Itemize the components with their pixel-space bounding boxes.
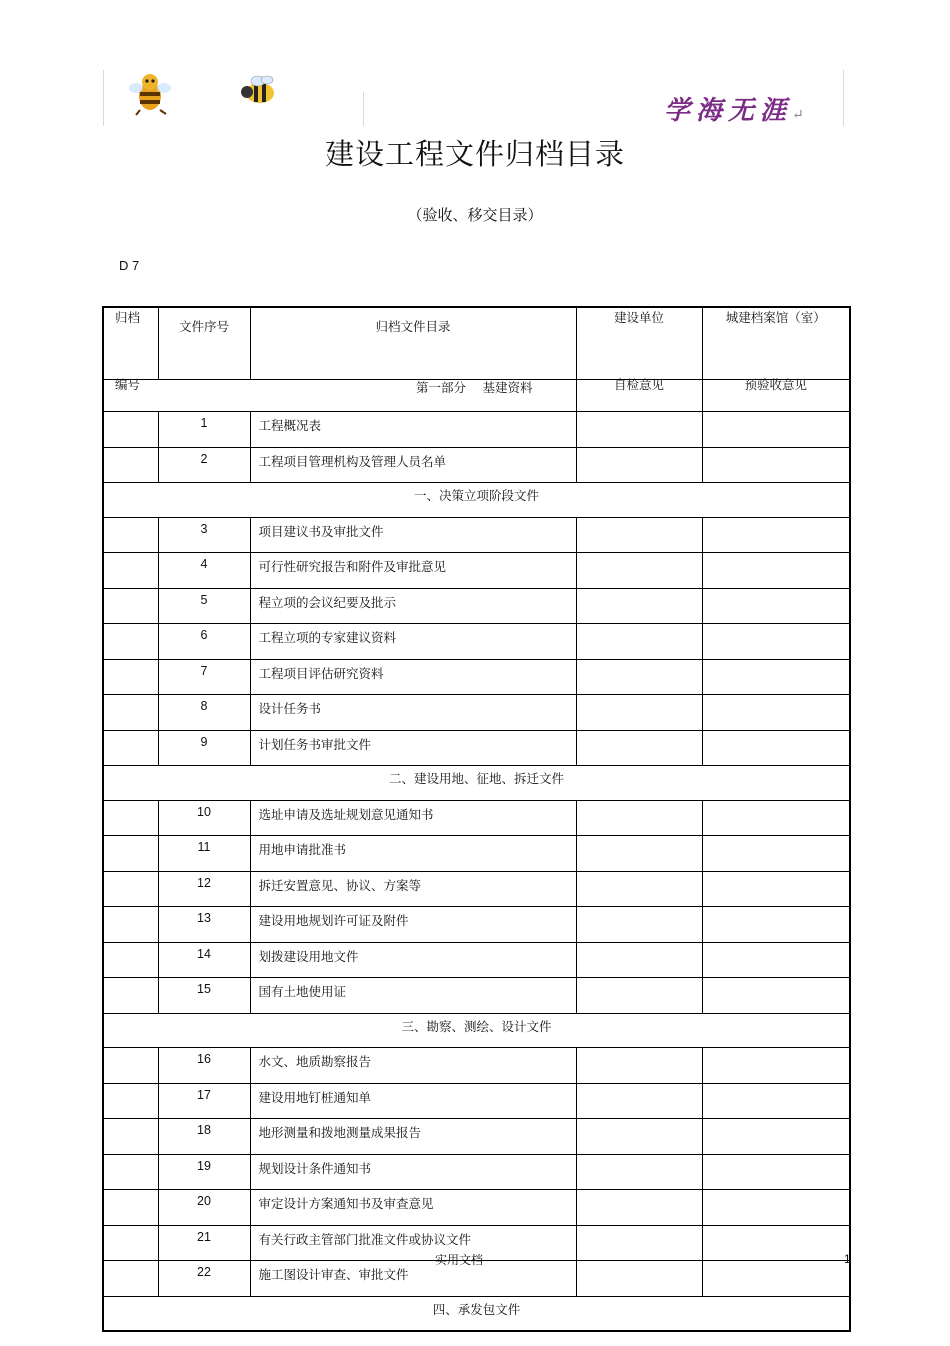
pre-acceptance-cell: [702, 907, 850, 943]
pre-acceptance-cell: [702, 553, 850, 589]
header-construction-unit: 建设单位: [576, 307, 702, 380]
pre-acceptance-cell: [702, 624, 850, 660]
table-row: [103, 1119, 850, 1155]
pre-acceptance-cell: [702, 412, 850, 448]
section-row: [103, 483, 850, 518]
self-check-cell: [576, 978, 702, 1014]
file-name-cell: 程立项的会议纪要及批示: [250, 588, 576, 624]
archive-no-cell: [103, 1154, 158, 1190]
file-seq-cell: 20: [158, 1190, 250, 1226]
file-seq-cell: 4: [158, 553, 250, 589]
table-row: [103, 907, 850, 943]
file-name-cell: 选址申请及选址规划意见通知书: [250, 800, 576, 836]
table-row: [103, 624, 850, 660]
pre-acceptance-cell: [702, 1083, 850, 1119]
self-check-cell: [576, 624, 702, 660]
archive-no-cell: [103, 800, 158, 836]
section-row: [103, 766, 850, 801]
self-check-cell: [576, 800, 702, 836]
archive-no-cell: [103, 730, 158, 766]
file-seq-cell: 3: [158, 517, 250, 553]
file-seq-cell: 5: [158, 588, 250, 624]
file-seq-cell: 21: [158, 1225, 250, 1261]
file-seq-cell: 6: [158, 624, 250, 660]
section-row: [103, 1296, 850, 1331]
file-name-cell: 用地申请批准书: [250, 836, 576, 872]
header-file-catalog: 归档文件目录: [250, 307, 576, 380]
section-title: 四、承发包文件: [103, 1296, 850, 1331]
table-row: [103, 695, 850, 731]
pre-acceptance-cell: [702, 1154, 850, 1190]
table-row: [103, 978, 850, 1014]
pre-acceptance-cell: [702, 517, 850, 553]
self-check-cell: [576, 1119, 702, 1155]
table-row: [103, 447, 850, 483]
section-title: 一、决策立项阶段文件: [103, 483, 850, 518]
file-name-cell: 规划设计条件通知书: [250, 1154, 576, 1190]
archive-table: [102, 306, 851, 1332]
table-row: [103, 942, 850, 978]
table-row: [103, 800, 850, 836]
table-row: [103, 553, 850, 589]
file-name-cell: 拆迁安置意见、协议、方案等: [250, 871, 576, 907]
self-check-cell: [576, 588, 702, 624]
self-check-cell: [576, 447, 702, 483]
archive-no-cell: [103, 659, 158, 695]
file-seq-cell: 17: [158, 1083, 250, 1119]
file-name-cell: 设计任务书: [250, 695, 576, 731]
archive-no-cell: [103, 1048, 158, 1084]
table-row: [103, 588, 850, 624]
table-subheader-row: [103, 380, 850, 412]
archive-no-cell: [103, 978, 158, 1014]
file-seq-cell: 8: [158, 695, 250, 731]
file-seq-cell: 12: [158, 871, 250, 907]
table-row: [103, 1154, 850, 1190]
self-check-cell: [576, 412, 702, 448]
pre-acceptance-cell: [702, 1119, 850, 1155]
archive-no-cell: [103, 1083, 158, 1119]
archive-no-cell: [103, 553, 158, 589]
file-name-cell: 工程项目管理机构及管理人员名单: [250, 447, 576, 483]
archive-no-cell: [103, 624, 158, 660]
self-check-cell: [576, 907, 702, 943]
archive-no-cell: [103, 871, 158, 907]
self-check-cell: [576, 553, 702, 589]
pre-acceptance-cell: [702, 730, 850, 766]
self-check-cell: [576, 871, 702, 907]
header-divider-right: [843, 70, 844, 126]
file-seq-cell: 9: [158, 730, 250, 766]
file-name-cell: 建设用地规划许可证及附件: [250, 907, 576, 943]
pre-acceptance-cell: [702, 1190, 850, 1226]
section-title: 三、勘察、测绘、设计文件: [103, 1013, 850, 1048]
table-row: [103, 730, 850, 766]
archive-no-cell: [103, 1119, 158, 1155]
self-check-cell: [576, 659, 702, 695]
file-seq-cell: 14: [158, 942, 250, 978]
table-row: [103, 517, 850, 553]
file-seq-cell: 11: [158, 836, 250, 872]
table-row: [103, 412, 850, 448]
file-name-cell: 工程立项的专家建议资料: [250, 624, 576, 660]
file-name-cell: 划拨建设用地文件: [250, 942, 576, 978]
self-check-cell: [576, 1190, 702, 1226]
section-title: 二、建设用地、征地、拆迁文件: [103, 766, 850, 801]
archive-no-cell: [103, 447, 158, 483]
archive-no-cell: [103, 1190, 158, 1226]
archive-no-cell: [103, 836, 158, 872]
file-seq-cell: 18: [158, 1119, 250, 1155]
file-seq-cell: 1: [158, 412, 250, 448]
table-row: [103, 1048, 850, 1084]
table-row: [103, 1083, 850, 1119]
file-name-cell: 建设用地钉桩通知单: [250, 1083, 576, 1119]
archive-no-cell: [103, 412, 158, 448]
file-name-cell: 有关行政主管部门批准文件或协议文件: [250, 1225, 576, 1261]
self-check-cell: [576, 942, 702, 978]
file-seq-cell: 7: [158, 659, 250, 695]
table-row: [103, 871, 850, 907]
file-name-cell: 项目建议书及审批文件: [250, 517, 576, 553]
archive-no-cell: [103, 907, 158, 943]
self-check-cell: [576, 517, 702, 553]
pre-acceptance-cell: [702, 659, 850, 695]
pre-acceptance-cell: [702, 942, 850, 978]
header-archive-no-bottom: 编号: [115, 377, 141, 392]
header-file-seq: 文件序号: [158, 307, 250, 380]
file-name-cell: 可行性研究报告和附件及审批意见: [250, 553, 576, 589]
archive-no-cell: [103, 517, 158, 553]
header-archive-bureau: 城建档案馆（室）: [702, 307, 850, 380]
file-name-cell: 计划任务书审批文件: [250, 730, 576, 766]
file-seq-cell: 22: [158, 1261, 250, 1297]
self-check-cell: [576, 1154, 702, 1190]
file-seq-cell: 16: [158, 1048, 250, 1084]
document-subtitle: （验收、移交目录）: [407, 206, 543, 224]
pre-acceptance-cell: [702, 588, 850, 624]
self-check-cell: [576, 1048, 702, 1084]
self-check-cell: [576, 695, 702, 731]
pre-acceptance-cell: [702, 695, 850, 731]
self-check-cell: [576, 730, 702, 766]
archive-no-cell: [103, 588, 158, 624]
file-name-cell: 审定设计方案通知书及审查意见: [250, 1190, 576, 1226]
archive-no-cell: [103, 942, 158, 978]
file-seq-cell: 13: [158, 907, 250, 943]
file-name-cell: 工程概况表: [250, 412, 576, 448]
table-row: [103, 836, 850, 872]
header-self-check: 自检意见: [613, 377, 664, 392]
file-name-cell: 国有土地使用证: [250, 978, 576, 1014]
self-check-cell: [576, 836, 702, 872]
bee-small-icon: [238, 74, 280, 106]
file-name-cell: 工程项目评估研究资料: [250, 659, 576, 695]
pre-acceptance-cell: [702, 871, 850, 907]
section-row: [103, 1013, 850, 1048]
brand-logo-text: 学海无涯↵: [664, 96, 804, 126]
self-check-cell: [576, 1083, 702, 1119]
file-seq-cell: 2: [158, 447, 250, 483]
file-seq-cell: 10: [158, 800, 250, 836]
header-divider-left: [103, 70, 104, 126]
archive-no-cell: [103, 695, 158, 731]
file-seq-cell: 15: [158, 978, 250, 1014]
part-heading: 第一部分 基建资料: [416, 380, 533, 395]
table-row: [103, 1190, 850, 1226]
document-title: 建设工程文件归档目录: [324, 137, 625, 171]
file-seq-cell: 19: [158, 1154, 250, 1190]
page-number: 1: [844, 1252, 851, 1266]
header-divider-mid: [363, 92, 364, 126]
bee-icon: [126, 70, 174, 116]
pre-acceptance-cell: [702, 800, 850, 836]
table-header-row: [103, 307, 850, 380]
pre-acceptance-cell: [702, 978, 850, 1014]
header-archive-no: 归档: [103, 307, 158, 380]
file-name-cell: 水文、地质勘察报告: [250, 1048, 576, 1084]
pre-acceptance-cell: [702, 1048, 850, 1084]
header-pre-acceptance: 预验收意见: [744, 377, 807, 392]
table-row: [103, 659, 850, 695]
file-name-cell: 施工图设计审查、审批文件: [250, 1261, 576, 1297]
pre-acceptance-cell: [702, 836, 850, 872]
file-name-cell: 地形测量和拨地测量成果报告: [250, 1119, 576, 1155]
pre-acceptance-cell: [702, 447, 850, 483]
form-code: D 7: [119, 258, 140, 273]
footer-text: 实用文档: [434, 1253, 483, 1267]
